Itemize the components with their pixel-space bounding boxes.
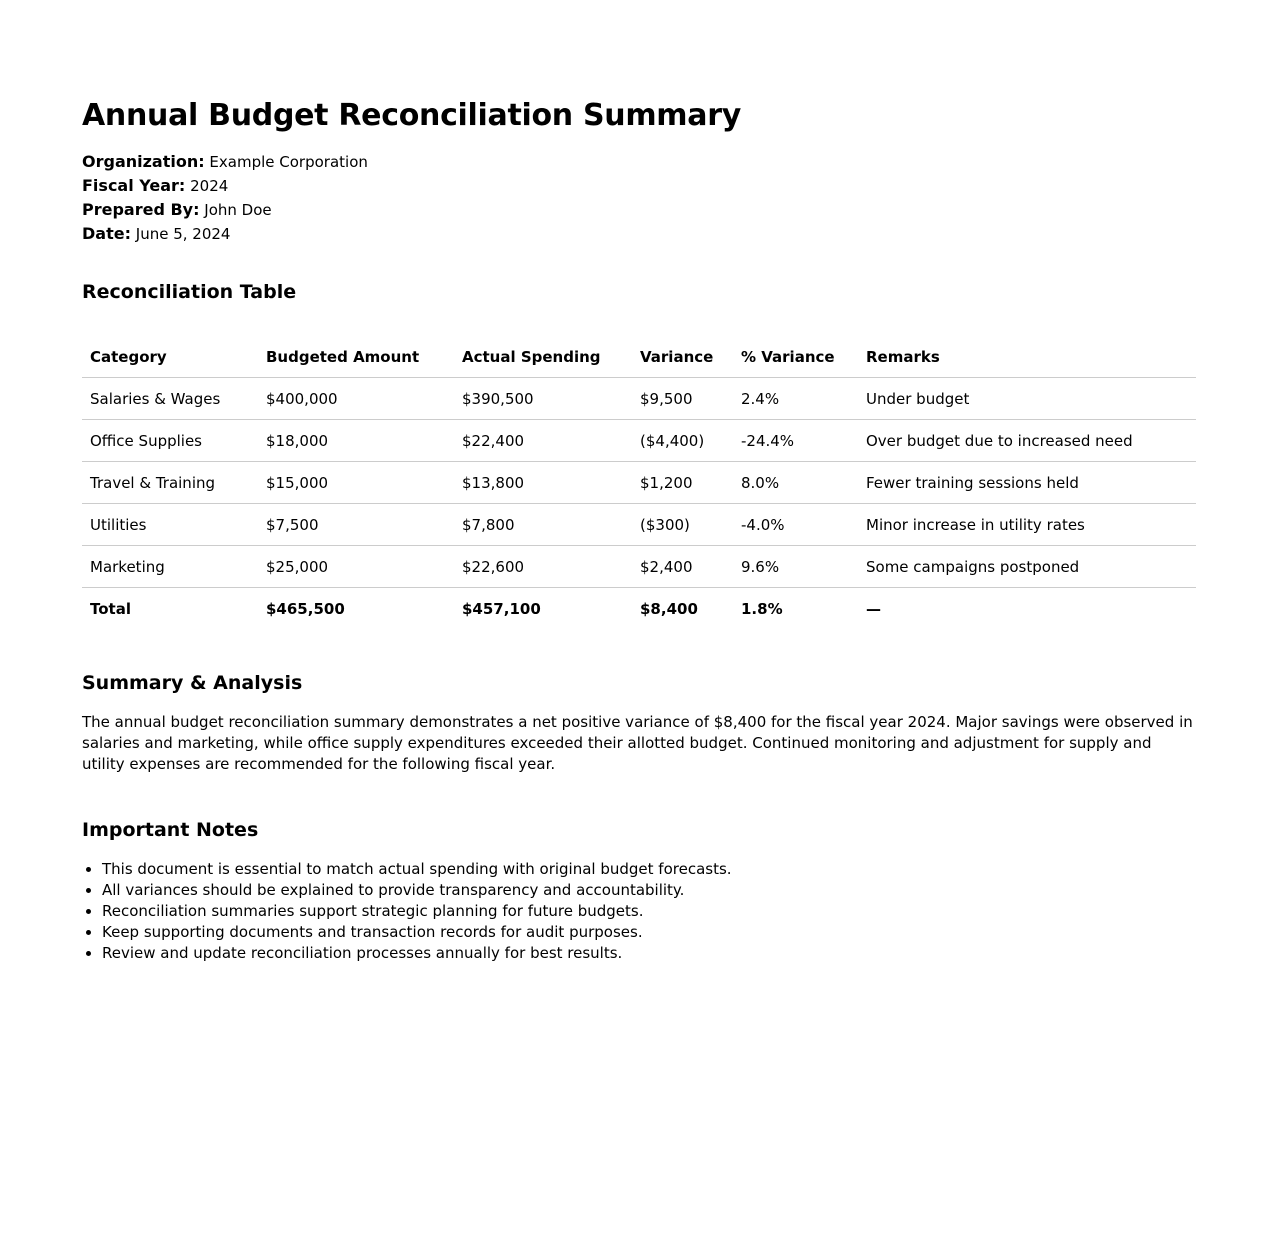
column-header: Remarks [858, 337, 1196, 378]
table-cell: Some campaigns postponed [858, 546, 1196, 588]
meta-fiscal-year [82, 174, 1196, 198]
notes-list [82, 859, 1196, 964]
table-cell: $15,000 [258, 462, 454, 504]
table-cell: Over budget due to increased need [858, 420, 1196, 462]
meta-organization [82, 150, 1196, 174]
table-row [82, 546, 1196, 588]
table-cell: Utilities [82, 504, 258, 546]
table-cell: $390,500 [454, 378, 632, 420]
column-header: Category [82, 337, 258, 378]
column-header: Variance [632, 337, 733, 378]
list-item: • All variances should be explained to provide transparency and accountability. [102, 880, 1196, 901]
total-cell: 1.8% [741, 599, 783, 618]
table-cell: 9.6% [733, 546, 858, 588]
total-cell: $8,400 [640, 599, 698, 618]
table-header-row [82, 337, 1196, 378]
meta-value: John Doe [204, 201, 272, 219]
meta-value: June 5, 2024 [135, 225, 231, 243]
document-meta [82, 150, 1196, 246]
table-cell: $9,500 [632, 378, 733, 420]
table-cell: Fewer training sessions held [858, 462, 1196, 504]
total-cell: $465,500 [266, 599, 345, 618]
list-item: • Keep supporting documents and transaction records for audit purposes. [102, 922, 1196, 943]
table-cell: 8.0% [733, 462, 858, 504]
column-header: Actual Spending [454, 337, 632, 378]
meta-value: Example Corporation [209, 153, 368, 171]
table-cell: $7,500 [258, 504, 454, 546]
table-cell: $7,800 [454, 504, 632, 546]
table-cell: Salaries & Wages [82, 378, 258, 420]
table-cell: Minor increase in utility rates [858, 504, 1196, 546]
meta-prepared-by [82, 198, 1196, 222]
list-item: • Review and update reconciliation processes annually for best results. [102, 943, 1196, 964]
table-row [82, 378, 1196, 420]
column-header: % Variance [733, 337, 858, 378]
meta-label: Organization: [82, 152, 205, 171]
table-cell: $25,000 [258, 546, 454, 588]
table-cell: $13,800 [454, 462, 632, 504]
meta-label: Fiscal Year: [82, 176, 186, 195]
table-cell: $2,400 [632, 546, 733, 588]
table-cell: ($300) [632, 504, 733, 546]
table-cell: ($4,400) [632, 420, 733, 462]
table-cell: Travel & Training [82, 462, 258, 504]
table-cell: Under budget [858, 378, 1196, 420]
reconciliation-table [82, 337, 1196, 629]
total-cell: — [866, 599, 881, 618]
notes-heading: Important Notes [82, 819, 259, 841]
list-item: • Reconciliation summaries support strategic planning for future budgets. [102, 901, 1196, 922]
table-cell: $1,200 [632, 462, 733, 504]
table-cell: $400,000 [258, 378, 454, 420]
table-cell: -24.4% [733, 420, 858, 462]
total-cell: $457,100 [462, 599, 541, 618]
table-row [82, 504, 1196, 546]
total-cell: Total [90, 599, 131, 618]
table-cell: $22,400 [454, 420, 632, 462]
table-cell: Office Supplies [82, 420, 258, 462]
list-item: • This document is essential to match actual spending with original budget forecasts. [102, 859, 1196, 880]
column-header: Budgeted Amount [258, 337, 454, 378]
table-row [82, 420, 1196, 462]
summary-heading: Summary & Analysis [82, 672, 303, 694]
reconciliation-heading: Reconciliation Table [82, 281, 297, 303]
meta-date [82, 222, 1196, 246]
table-row [82, 462, 1196, 504]
table-cell: 2.4% [733, 378, 858, 420]
table-cell: $18,000 [258, 420, 454, 462]
meta-label: Date: [82, 224, 131, 243]
meta-value: 2024 [190, 177, 229, 195]
summary-paragraph: The annual budget reconciliation summary demonstrates a net positive variance of $8,400 for the fiscal year 2024. Major savings were observed in salaries and marketing, while office supply expenditures exceeded their allotted budget. Continued monitoring and adjustment for supply and utility expenses are recommended for the following fiscal year. [82, 713, 1193, 773]
table-cell: -4.0% [733, 504, 858, 546]
page-title: Annual Budget Reconciliation Summary [82, 98, 741, 133]
table-cell: $22,600 [454, 546, 632, 588]
table-cell: Marketing [82, 546, 258, 588]
meta-label: Prepared By: [82, 200, 200, 219]
table-total-row [82, 588, 1196, 630]
